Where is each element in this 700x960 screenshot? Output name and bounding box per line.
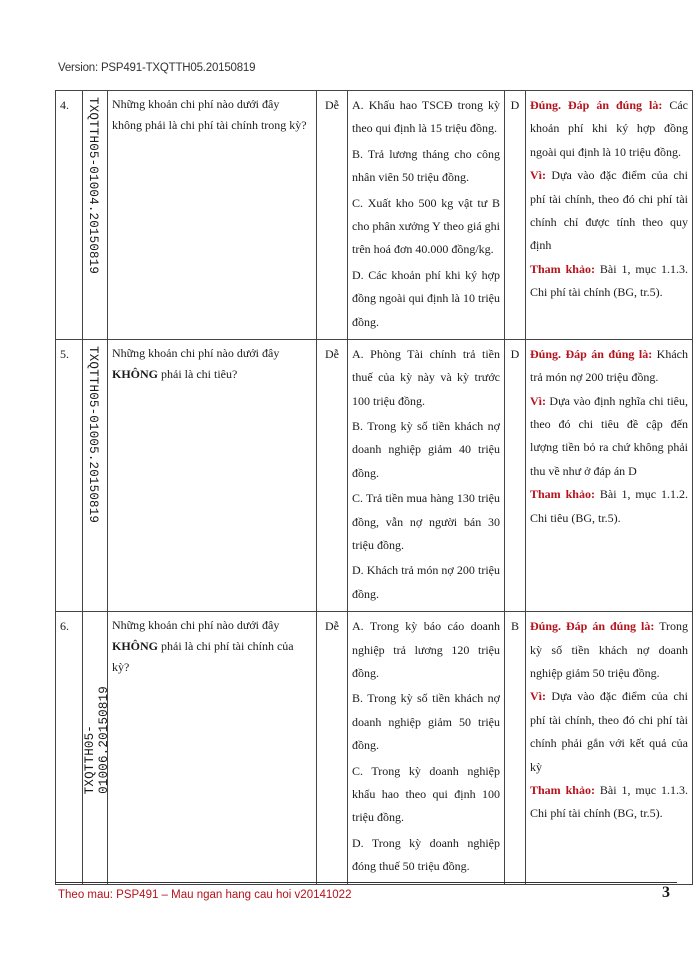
option-c: C. Trả tiền mua hàng 130 triệu đồng, vẫn nợ người bán 30 triệu đồng.: [352, 491, 500, 553]
explanation-reference: Tham khảo: Bài 1, mục 1.1.3. Chi phí tài chính (BG, tr.5).: [530, 782, 688, 821]
question-table: [55, 90, 693, 885]
page-number: 3: [662, 884, 670, 901]
difficulty-level: Dễ: [317, 339, 348, 611]
answer-options: [348, 339, 505, 611]
answer-options: [348, 91, 505, 340]
question-text: Những khoản chi phí nào dưới đây KHÔNG phải là chi tiêu?: [108, 339, 317, 611]
table-row: [56, 91, 693, 340]
question-code-cell: [83, 91, 108, 340]
explanation-correct: Đúng. Đáp án đúng là: Trong kỳ số tiền khách nợ doanh nghiệp giảm 50 triệu đồng.: [530, 619, 688, 680]
question-text: Những khoản chi phí nào dưới đây không phải là chi phí tài chính trong kỳ?: [108, 91, 317, 340]
difficulty-level: Dễ: [317, 91, 348, 340]
version-label: Version: PSP491-TXQTTH05.20150819: [58, 62, 256, 74]
correct-answer: B: [505, 612, 526, 884]
explanation-reason: Vì: Dựa vào đặc điểm của chi phí tài chính, theo đó chi phí tài chính phải gắn với kết quả của kỳ: [530, 689, 688, 774]
correct-answer: D: [505, 339, 526, 611]
table-row: [56, 339, 693, 611]
question-code: TXQTTH05-01005.20150819: [85, 345, 100, 524]
option-d: D. Các khoản phí khi ký hợp đồng ngoài qui định là 10 triệu đồng.: [352, 267, 500, 329]
option-b: B. Trả lương tháng cho công nhân viên 50 triệu đồng.: [352, 146, 500, 185]
footer-divider: [55, 882, 677, 883]
option-c: C. Trong kỳ doanh nghiệp khấu hao theo qui định 100 triệu đồng.: [352, 763, 500, 825]
explanation: [526, 612, 693, 884]
option-c: C. Xuất kho 500 kg vật tư B cho phân xưởng Y theo giá ghi trên hoá đơn 40.000 đồng/kg.: [352, 195, 500, 257]
correct-answer: D: [505, 91, 526, 340]
question-number: 6.: [56, 612, 83, 884]
option-b: B. Trong kỳ số tiền khách nợ doanh nghiệp giảm 40 triệu đồng.: [352, 419, 500, 480]
question-number: 4.: [56, 91, 83, 340]
question-text: Những khoản chi phí nào dưới đây KHÔNG phải là chi phí tài chính của kỳ?: [108, 612, 317, 884]
explanation-correct: Đúng. Đáp án đúng là: Khách trả món nợ 200 triệu đồng.: [530, 346, 688, 385]
explanation-reference: Tham khảo: Bài 1, mục 1.1.2. Chi tiêu (BG, tr.5).: [530, 487, 688, 525]
option-b: B. Trong kỳ số tiền khách nợ doanh nghiệp giảm 50 triệu đồng.: [352, 691, 500, 753]
explanation-reason: Vì: Dựa vào đặc điểm của chi phí tài chính, theo đó chi phí tài chính chỉ được tính theo quy định: [530, 168, 688, 253]
question-code: TXQTTH05-01004.20150819: [85, 97, 100, 275]
question-code: TXQTTH05- 01006.20150819: [83, 686, 111, 795]
option-a: A. Trong kỳ báo cáo doanh nghiệp trả lương 120 triệu đồng.: [352, 619, 500, 680]
option-d: D. Khách trả món nợ 200 triệu đồng.: [352, 563, 500, 601]
option-a: A. Phòng Tài chính trả tiền thuế của kỳ này và kỳ trước 100 triệu đồng.: [352, 346, 500, 408]
answer-options: [348, 612, 505, 884]
option-a: A. Khấu hao TSCĐ trong kỳ theo qui định là 15 triệu đồng.: [352, 98, 500, 136]
footer-text: Theo mau: PSP491 – Mau ngan hang cau hoi v20141022: [58, 889, 352, 901]
explanation: [526, 339, 693, 611]
table-row: [56, 612, 693, 884]
question-code-cell: [83, 339, 108, 611]
difficulty-level: Dễ: [317, 612, 348, 884]
question-code-cell: [83, 612, 111, 884]
option-d: D. Trong kỳ doanh nghiệp đóng thuế 50 triệu đồng.: [352, 835, 500, 874]
explanation-reference: Tham khảo: Bài 1, mục 1.1.3. Chi phí tài chính (BG, tr.5).: [530, 261, 688, 300]
explanation: [526, 91, 693, 340]
explanation-reason: Vì: Dựa vào định nghĩa chi tiêu, theo đó chi tiêu đề cập đến lượng tiền bỏ ra chứ không phải thu về như ở đáp án D: [530, 393, 688, 478]
question-number: 5.: [56, 339, 83, 611]
explanation-correct: Đúng. Đáp án đúng là: Các khoản phí khi ký hợp đồng ngoài qui định là 10 triệu đồng.: [530, 98, 688, 159]
